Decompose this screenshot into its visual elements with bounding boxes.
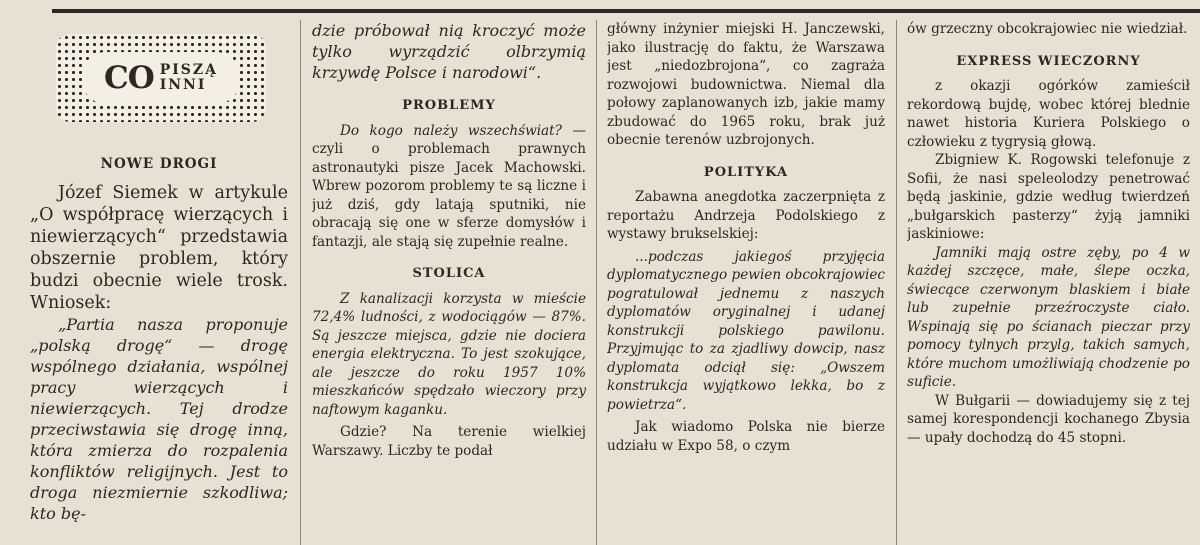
- column-divider: [300, 20, 301, 545]
- column-4: [907, 20, 1190, 447]
- co-pisza-inni-logo: [56, 34, 266, 122]
- article-quote: ...podczas jakiegoś przyjęcia dyplomatycznego pewien obcokrajowiec pogratulował jednemu z naszych dyplomatów oryginalnej i udanej konstrukcji polskiego pawilonu. Przyjmując to za zjadliwy dowcip, nasz dyplomata odciął się: „Owszem konstrukcja wyjątkowo lekka, bo z powietrza“.: [607, 248, 885, 413]
- article-paragraph: Józef Siemek w artykule „O współpracę wierzących i niewierzących“ przedstawia obszernie problem, który budzi obecnie wiele trosk. Wniosek:: [30, 183, 288, 313]
- article-paragraph: W Bułgarii — dowiadujemy się z tej samej korespondencji kochanego Zbysia — upały dochodzą do 45 stopni.: [907, 392, 1190, 446]
- column-2: [312, 20, 586, 460]
- article-paragraph: Zabawna anegdotka zaczerpnięta z reportażu Andrzeja Podolskiego z wystawy brukselskiej:: [607, 189, 885, 242]
- article-quote: Jamniki mają ostre zęby, po 4 w każdej szczęce, małe, ślepe oczka, świecące czerwonym blaskiem i białe lub zupełnie przeźroczyste ciało. Wspinają się po ścianach pieczar przy pomocy tylnych przylg, takich samych, które muchom umożliwiają chodzenie po suficie.: [907, 244, 1190, 390]
- logo-main: CO: [104, 60, 154, 96]
- logo-area: [30, 20, 288, 148]
- section-heading: POLITYKA: [703, 164, 789, 180]
- column-3: [607, 20, 885, 455]
- article-paragraph: [312, 122, 586, 252]
- section-heading: NOWE DROGI: [100, 156, 218, 172]
- column-divider: [596, 20, 597, 545]
- article-quote: Z kanalizacji korzysta w mieście 72,4% ludności, z wodociągów — 87%. Są jeszcze miejsca, gdzie nie dociera energia elektryczna. To jest szokujące, ale jeszcze do roku 1957 10% mieszkańców spędzało wieczory przy naftowym kaganku.: [312, 290, 586, 418]
- article-title: Do kogo należy wszechświat?: [340, 122, 562, 139]
- article-quote-continued: dzie próbował nią kroczyć może tylko wyrządzić olbrzymią krzywdę Polsce i narodowi“.: [312, 21, 586, 82]
- section-heading: PROBLEMY: [402, 98, 496, 113]
- column-divider: [896, 20, 897, 545]
- article-paragraph: Gdzie? Na terenie wielkiej Warszawy. Liczby te podał: [312, 424, 586, 459]
- logo-label: [82, 52, 240, 104]
- logo-line-2: INNI: [159, 77, 207, 93]
- section-heading: EXPRESS WIECZORNY: [956, 53, 1141, 69]
- article-paragraph-continued: ów grzeczny obcokrajowiec nie wiedział.: [907, 21, 1188, 37]
- logo-line-1: PISZĄ: [159, 62, 218, 78]
- top-rule: [52, 9, 1200, 13]
- article-quote: „Partia nasza proponuje „polską drogę“ — drogę wspólnego działania, wspólnej pracy wierzących i niewierzących. Tej drodze przeciwstawia się drogę inną, która zmierza do rozpalenia konfliktów religijnych. Jest to droga niezmiernie szkodliwa; kto bę-: [30, 315, 288, 523]
- section-heading: STOLICA: [412, 266, 486, 281]
- article-paragraph: z okazji ogórków zamieścił rekordową bujdę, wobec której blednie nawet historia Kuriera Polskiego o człowieku z tygrysią głową.: [907, 78, 1190, 150]
- article-paragraph-continued: główny inżynier miejski H. Janczewski, jako ilustrację do faktu, że Warszawa jest „niedozbrojona“, co zagraża rozwojowi budownictwa. Niemal dla połowy zaplanowanych izb, jakie mamy zbudować do 1965 roku, brak już obecnie terenów uzbrojonych.: [607, 21, 885, 148]
- article-paragraph: Jak wiadomo Polska nie bierze udziału w Expo 58, o czym: [607, 419, 885, 454]
- article-text: — czyli o problemach prawnych astronautyki pisze Jacek Machowski. Wbrew pozorom problemy te są liczne i już dziś, gdy latają sputniki, nie obracają się one w sferze domysłów i fantazji, ale stają się zupełnie realne.: [312, 122, 586, 250]
- column-1: [30, 20, 288, 524]
- article-paragraph: Zbigniew K. Rogowski telefonuje z Sofii, że nasi speleolodzy penetrować będą jaskinie, gdzie według twierdzeń „bułgarskich pasterzy“ żyją jamniki jaskiniowe:: [907, 152, 1190, 242]
